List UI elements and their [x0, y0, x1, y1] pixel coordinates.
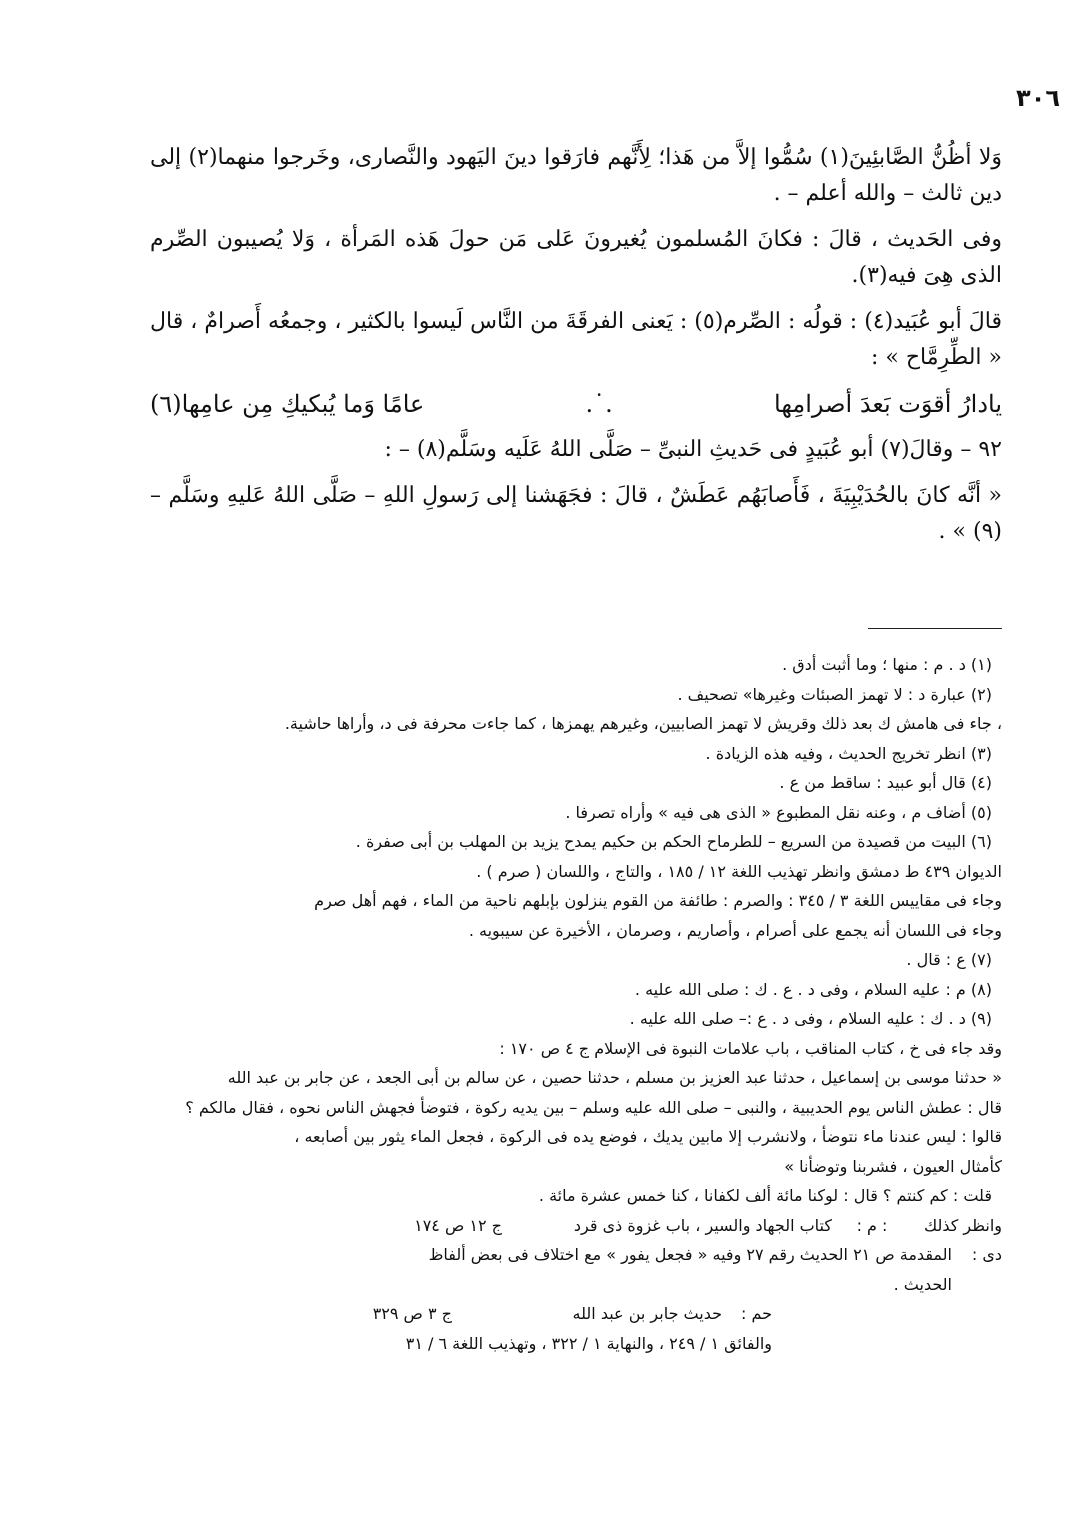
reference-muslim-siglum: : م :: [856, 1215, 888, 1235]
reference-muslim-text: كتاب الجهاد والسير ، باب غزوة ذى قرد: [573, 1215, 832, 1235]
footnote-1: (١) د . م : منها ؛ وما أثبت أدق .: [782, 655, 992, 674]
footnote-7: (٧) ع : قال .: [906, 950, 992, 969]
poem-verse: [150, 386, 1002, 422]
reference-ahmad-siglum: حم :: [740, 1304, 772, 1323]
verse-first-hemistich: يادارُ أقوَت بَعدَ أصرامِها: [774, 390, 1002, 418]
footnote-3: (٣) انظر تخريج الحديث ، وفيه هذه الزيادة .: [705, 743, 992, 763]
paragraph-hadith-sirm: وفى الحَديث ، قالَ : فكانَ المُسلمون يُغيرونَ عَلى مَن حولَ هَذه المَرأة ، وَلا يُصيبون الصِّرم الذى هِىَ فيه(٣).: [150, 227, 1002, 288]
reference-ahmad: [150, 1299, 1002, 1329]
reference-darimi: [150, 1240, 1002, 1270]
footnote-6: (٦) البيت من قصيدة من السريع – للطرماح الحكم بن حكيم يمدح يزيد بن المهلب بن أبى صفرة .: [355, 832, 992, 851]
footnote-9-matn-2: قالوا : ليس عندنا ماء نتوضأ ، ولانشرب إلا مابين يديك ، فوضع يده فى الركوة ، فجعل الماء يثور بين أصابعه ،: [294, 1127, 1002, 1146]
footnote-9-isnad: « حدثنا موسى بن إسماعيل ، حدثنا عبد العزيز بن مسلم ، حدثنا حصين ، عن سالم بن أبى الجعد ، عن جابر بن عبد الله: [227, 1068, 1002, 1087]
footnote-8: (٨) م : عليه السلام ، وفى د . ع . ك : صلى الله عليه .: [634, 979, 992, 999]
verse-separator: .˙.: [585, 390, 613, 418]
footnote-6-lisan: وجاء فى اللسان أنه يجمع على أصرام ، وأصاريم ، وصرمان ، الأخيرة عن سيبويه .: [468, 920, 1002, 940]
reference-muslim: [150, 1211, 1002, 1241]
reference-ahmad-location: ج ٣ ص ٣٢٩: [372, 1304, 452, 1323]
footnote-9-matn-1: قال : عطش الناس يوم الحديبية ، والنبى – صلى الله عليه وسلم – بين يديه ركوة ، فتوضأ فجهش الناس نحوه ، فقال مالكم ؟: [185, 1097, 1002, 1117]
reference-final: والفائق ١ / ٢٤٩ ، والنهاية ١ / ٣٢٢ ، وتهذيب اللغة ٦ / ٣١: [405, 1333, 772, 1353]
footnote-2-continued: ، جاء فى هامش ك بعد ذلك وقريش لا تهمز الصابيين، وغيرهم يهمزها ، كما جاءت محرفة فى د، وأراها حاشية.: [284, 714, 1002, 733]
footnotes: [150, 650, 1002, 1358]
footnote-2: (٢) عبارة د : لا تهمز الصبئات وغيرها» تصحيف .: [677, 684, 992, 704]
paragraph-sabians: وَلا أظُنُّ الصَّابئِينَ(١) سُمُّوا إلاَّ من هَذا؛ لِأَنَّهم فارَقوا دينَ اليَهود والنَّصارى، وخَرجوا منهما(٢) إلى دين ثالث – والله أعلم – .: [150, 145, 1003, 206]
footnote-6-maqayis: وجاء فى مقاييس اللغة ٣ / ٣٤٥ : والصرم : طائفة من القوم ينزلون بإبلهم ناحية من الماء ، فهم أهل صرم: [314, 891, 1002, 910]
footnote-9: (٩) د . ك : عليه السلام ، وفى د . ع :– صلى الله عليه .: [629, 1009, 992, 1028]
reference-darimi-text-2: الحديث .: [893, 1274, 952, 1294]
page-number: ٣٠٦: [1016, 84, 1060, 112]
footnote-6-diwan: الديوان ٤٣٩ ط دمشق وانظر تهذيب اللغة ١٢ / ١٨٥ ، والتاج ، واللسان ( صرم ) .: [476, 861, 1002, 881]
footnote-9-source: وقد جاء فى خ ، كتاب المناقب ، باب علامات النبوة فى الإسلام ج ٤ ص ١٧٠ :: [499, 1038, 1002, 1058]
reference-darimi-text: المقدمة ص ٢١ الحديث رقم ٢٧ وفيه « فجعل يفور » مع اختلاف فى بعض ألفاظ: [428, 1245, 952, 1264]
footnote-4: (٤) قال أبو عبيد : ساقط من ع .: [779, 773, 992, 792]
reference-darimi-siglum: دى :: [971, 1245, 1002, 1264]
paragraph-hudaybiya: « أنَّه كانَ بالحُدَيْبِيَةَ ، فَأَصابَهُم عَطَشٌ ، قالَ : فجَهَشنا إلى رَسولِ اللهِ – صَلَّى اللهُ عَليهِ وسَلَّم – (٩) » .: [150, 483, 1002, 544]
paragraph-hadith-92: ٩٢ – وقالَ(٧) أبو عُبَيدٍ فى حَديثِ النبىِّ – صَلَّى اللهُ عَلَيه وسَلَّم(٨) – :: [384, 437, 1002, 462]
paragraph-abu-ubayd: قالَ أبو عُبَيد(٤) : قولُه : الصِّرم(٥) : يَعنى الفرقَةَ من النَّاس لَيسوا بالكثير ، وجمعُه أَصرامٌ ، قال « الطِّرِمَّاح » :: [150, 309, 1003, 370]
verse-second-hemistich: عامًا وَما يُبكيكِ مِن عامِها(٦): [150, 390, 425, 418]
reference-darimi-continued: [150, 1270, 1002, 1300]
footnote-divider: [868, 628, 1002, 629]
reference-ahmad-text: حديث جابر بن عبد الله: [572, 1304, 722, 1323]
reference-see-also: وانظر كذلك: [923, 1215, 1002, 1235]
main-text: [150, 140, 1002, 560]
reference-muslim-location: ج ١٢ ص ١٧٤: [414, 1215, 502, 1235]
footnote-9-question: قلت : كم كنتم ؟ قال : لوكنا مائة ألف لكفانا ، كنا خمس عشرة مائة .: [538, 1186, 992, 1205]
footnote-9-matn-3: كأمثال العيون ، فشربنا وتوضأنا »: [784, 1156, 1002, 1176]
footnote-5: (٥) أضاف م ، وعنه نقل المطبوع « الذى هى فيه » وأراه تصرفا .: [565, 802, 992, 822]
